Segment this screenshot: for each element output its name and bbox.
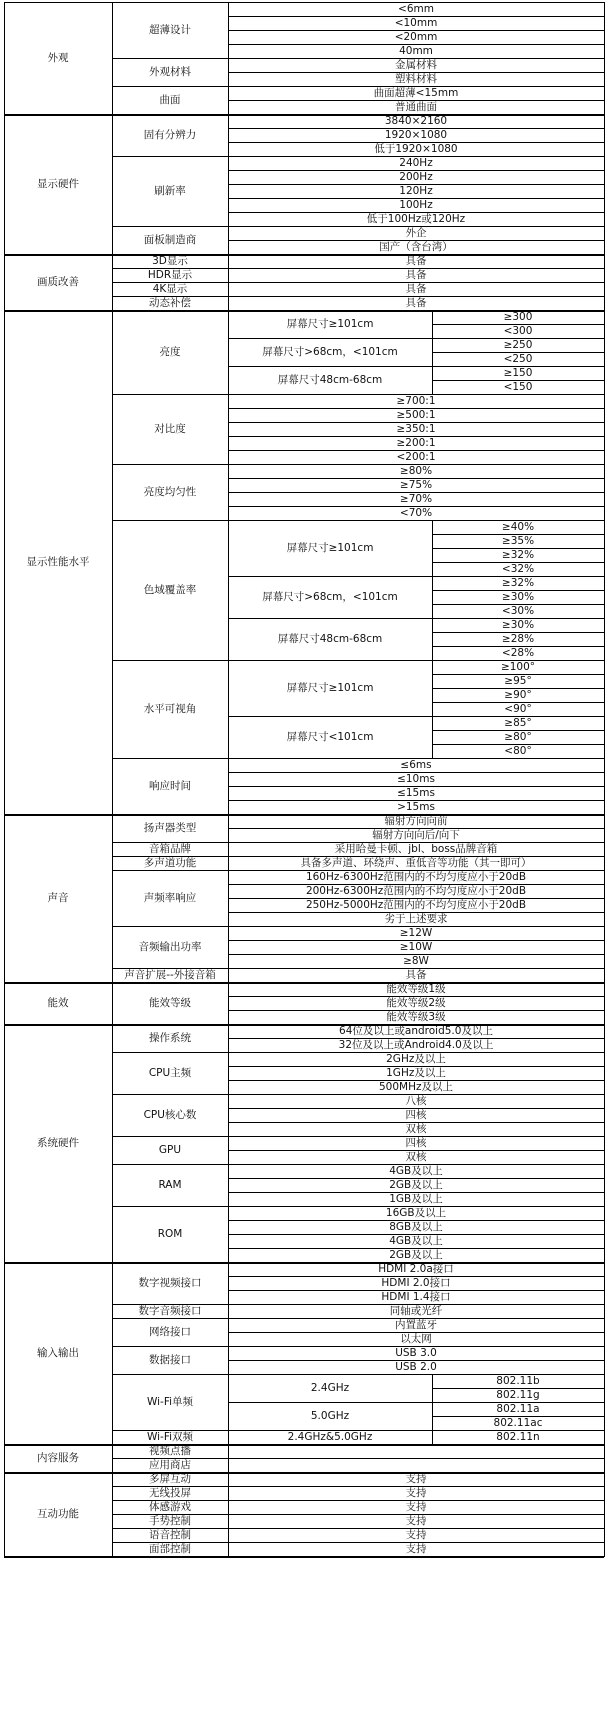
option-value: 以太网	[400, 1332, 432, 1345]
column-divider	[432, 576, 433, 618]
condition-label: 屏幕尺寸>68cm，<101cm	[262, 345, 398, 358]
option-value: ≥150	[503, 366, 533, 379]
section-label: 互动功能	[37, 1507, 79, 1520]
option-value: 支持	[405, 1542, 427, 1555]
option-value: 支持	[405, 1486, 427, 1499]
option-value: 内置蓝牙	[395, 1318, 437, 1331]
condition-label: 屏幕尺寸48cm-68cm	[277, 632, 383, 645]
feature-label: Wi-Fi单频	[146, 1395, 194, 1408]
feature-label: 视频点播	[149, 1444, 191, 1457]
option-value: <250	[503, 352, 533, 365]
feature-label: 刷新率	[154, 184, 186, 197]
column-divider	[432, 338, 433, 366]
option-value: <300	[503, 324, 533, 337]
feature-label: 外观材料	[149, 65, 191, 78]
option-value: ≥700:1	[396, 394, 436, 407]
condition-label: 2.4GHz&5.0GHz	[287, 1430, 373, 1443]
option-value: 100Hz	[399, 198, 433, 211]
section-label: 显示硬件	[37, 177, 79, 190]
feature-label: Wi-Fi双频	[146, 1430, 194, 1443]
option-value: 64位及以上或android5.0及以上	[339, 1024, 493, 1037]
feature-label: 声音扩展--外接音箱	[124, 968, 216, 981]
option-value: 支持	[405, 1472, 427, 1485]
option-value: 四核	[405, 1108, 427, 1121]
feature-label: RAM	[158, 1178, 182, 1191]
option-value: ≥80%	[399, 464, 433, 477]
column-divider	[432, 310, 433, 338]
feature-label: ROM	[157, 1227, 183, 1240]
option-value: 32位及以上或Android4.0及以上	[338, 1038, 494, 1051]
option-value: 国产（含台湾）	[379, 240, 453, 253]
option-value: 四核	[405, 1136, 427, 1149]
feature-label: 网络接口	[149, 1325, 191, 1338]
option-value: 802.11b	[496, 1374, 540, 1387]
option-value: ≥95°	[504, 674, 532, 687]
option-value: <80°	[504, 744, 532, 757]
feature-label: 亮度均匀性	[143, 485, 197, 498]
option-value: 低于1920×1080	[374, 142, 458, 155]
column-divider	[112, 2, 113, 1557]
option-value: 802.11g	[496, 1388, 540, 1401]
feature-label: 音箱品牌	[149, 842, 191, 855]
section-label: 内容服务	[37, 1451, 79, 1464]
feature-label: 面板制造商	[143, 233, 197, 246]
option-value: ≥70%	[399, 492, 433, 505]
option-value: 120Hz	[399, 184, 433, 197]
feature-label: 语音控制	[149, 1528, 191, 1541]
section-label: 系统硬件	[37, 1136, 79, 1149]
column-divider	[4, 2, 5, 1557]
option-value: <10mm	[394, 16, 438, 29]
option-value: ≥500:1	[396, 408, 436, 421]
option-value: 辐射方向向后/向下	[372, 828, 460, 841]
option-value: 辐射方向向前	[384, 814, 448, 827]
option-value: ≥75%	[399, 478, 433, 491]
option-value: 802.11n	[496, 1430, 540, 1443]
option-value: 具备	[405, 282, 427, 295]
option-value: ≥80°	[504, 730, 532, 743]
option-value: <70%	[399, 506, 433, 519]
option-value: <150	[503, 380, 533, 393]
option-value: 802.11ac	[493, 1416, 543, 1429]
option-value: 具备	[405, 268, 427, 281]
column-divider	[432, 1402, 433, 1430]
row-divider	[4, 1556, 604, 1558]
column-divider	[432, 1374, 433, 1402]
section-label: 画质改善	[37, 275, 79, 288]
column-divider	[432, 520, 433, 576]
option-value: <20mm	[394, 30, 438, 43]
option-value: HDMI 1.4接口	[381, 1290, 451, 1303]
feature-label: 体感游戏	[149, 1500, 191, 1513]
option-value: <32%	[501, 562, 535, 575]
column-divider	[432, 716, 433, 758]
option-value: 40mm	[399, 44, 433, 57]
option-value: 4GB及以上	[389, 1164, 443, 1177]
option-value: 160Hz-6300Hz范围内的不均匀度应小于20dB	[305, 870, 527, 883]
option-value: ≥32%	[501, 576, 535, 589]
option-value: 能效等级2级	[386, 996, 446, 1009]
option-value: 200Hz-6300Hz范围内的不均匀度应小于20dB	[305, 884, 527, 897]
option-value: 200Hz	[399, 170, 433, 183]
feature-label: HDR显示	[147, 268, 193, 281]
option-value: 能效等级3级	[386, 1010, 446, 1023]
condition-label: 5.0GHz	[310, 1409, 350, 1422]
option-value: 劣于上述要求	[384, 912, 448, 925]
section-label: 显示性能水平	[26, 555, 90, 568]
condition-label: 屏幕尺寸≥101cm	[286, 681, 374, 694]
option-value: 8GB及以上	[389, 1220, 443, 1233]
option-value: 塑料材料	[395, 72, 437, 85]
section-label: 外观	[47, 51, 69, 64]
feature-label: 3D显示	[152, 254, 188, 267]
option-value: ≥30%	[501, 590, 535, 603]
feature-label: 固有分辨力	[143, 128, 197, 141]
option-value: ≥40%	[501, 520, 535, 533]
feature-label: 水平可视角	[143, 702, 197, 715]
option-value: ≤10ms	[397, 772, 435, 785]
condition-label: 屏幕尺寸≥101cm	[286, 317, 374, 330]
feature-label: 对比度	[154, 422, 186, 435]
option-value: 低于100Hz或120Hz	[366, 212, 466, 225]
option-value: 1GB及以上	[389, 1192, 443, 1205]
option-value: 240Hz	[399, 156, 433, 169]
condition-label: 屏幕尺寸>68cm，<101cm	[262, 590, 398, 603]
option-value: ≥28%	[501, 632, 535, 645]
option-value: ≥200:1	[396, 436, 436, 449]
column-divider	[432, 618, 433, 660]
option-value: <30%	[501, 604, 535, 617]
column-divider	[604, 2, 605, 1557]
feature-label: 色域覆盖率	[143, 583, 197, 596]
feature-label: 多声道功能	[143, 856, 197, 869]
condition-label: 2.4GHz	[310, 1381, 350, 1394]
option-value: 采用哈曼卡顿、jbl、boss品牌音箱	[334, 842, 498, 855]
feature-label: GPU	[158, 1143, 182, 1156]
option-value: 1920×1080	[384, 128, 448, 141]
option-value: ≥100°	[500, 660, 536, 673]
feature-label: 数字音频接口	[138, 1304, 202, 1317]
option-value: 3840×2160	[384, 114, 448, 127]
column-divider	[432, 660, 433, 716]
column-divider	[432, 366, 433, 394]
column-divider	[228, 2, 229, 1557]
option-value: 曲面超薄<15mm	[373, 86, 459, 99]
option-value: 能效等级1级	[386, 982, 446, 995]
option-value: <28%	[501, 646, 535, 659]
feature-label: 数字视频接口	[138, 1276, 202, 1289]
option-value: ≥32%	[501, 548, 535, 561]
feature-label: 亮度	[159, 345, 181, 358]
feature-label: 手势控制	[149, 1514, 191, 1527]
option-value: 1GHz及以上	[386, 1066, 446, 1079]
option-value: ≤15ms	[397, 786, 435, 799]
option-value: USB 3.0	[395, 1346, 437, 1359]
option-value: ≥10W	[399, 940, 433, 953]
feature-label: CPU主频	[148, 1066, 192, 1079]
section-label: 输入输出	[37, 1346, 79, 1359]
option-value: 具备	[405, 296, 427, 309]
option-value: 同轴或光纤	[389, 1304, 443, 1317]
option-value: 具备	[405, 968, 427, 981]
option-value: ≥8W	[403, 954, 429, 967]
feature-label: 动态补偿	[149, 296, 191, 309]
option-value: ≤6ms	[400, 758, 432, 771]
condition-label: 屏幕尺寸<101cm	[286, 730, 374, 743]
option-value: 802.11a	[496, 1402, 540, 1415]
option-value: 支持	[405, 1528, 427, 1541]
option-value: 支持	[405, 1514, 427, 1527]
option-value: ≥350:1	[396, 422, 436, 435]
feature-label: 无线投屏	[149, 1486, 191, 1499]
feature-label: 曲面	[159, 93, 181, 106]
option-value: 具备	[405, 254, 427, 267]
option-value: ≥85°	[504, 716, 532, 729]
option-value: HDMI 2.0接口	[381, 1276, 451, 1289]
feature-label: 能效等级	[149, 996, 191, 1009]
option-value: 16GB及以上	[385, 1206, 447, 1219]
option-value: 500MHz及以上	[378, 1080, 453, 1093]
feature-label: 多屏互动	[149, 1472, 191, 1485]
condition-label: 屏幕尺寸≥101cm	[286, 541, 374, 554]
feature-label: 响应时间	[149, 779, 191, 792]
option-value: 2GHz及以上	[386, 1052, 446, 1065]
option-value: <6mm	[398, 2, 434, 15]
option-value: 2GB及以上	[389, 1178, 443, 1191]
option-value: 250Hz-5000Hz范围内的不均匀度应小于20dB	[305, 898, 527, 911]
option-value: 普通曲面	[395, 100, 437, 113]
option-value: >15ms	[397, 800, 435, 813]
option-value: 具备多声道、环绕声、重低音等功能（其一即可）	[300, 856, 532, 869]
option-value: USB 2.0	[395, 1360, 437, 1373]
option-value: 双核	[405, 1150, 427, 1163]
feature-label: 操作系统	[149, 1031, 191, 1044]
option-value: <90°	[504, 702, 532, 715]
option-value: 双核	[405, 1122, 427, 1135]
option-value: 支持	[405, 1500, 427, 1513]
feature-label: 面部控制	[149, 1542, 191, 1555]
option-value: 金属材料	[395, 58, 437, 71]
option-value: ≥35%	[501, 534, 535, 547]
feature-label: 4K显示	[152, 282, 188, 295]
feature-label: CPU核心数	[143, 1108, 197, 1121]
option-value: ≥300	[503, 310, 533, 323]
option-value: ≥90°	[504, 688, 532, 701]
feature-label: 扬声器类型	[143, 821, 197, 834]
feature-label: 数据接口	[149, 1353, 191, 1366]
option-value: HDMI 2.0a接口	[378, 1262, 454, 1275]
option-value: 4GB及以上	[389, 1234, 443, 1247]
option-value: 外企	[405, 226, 427, 239]
option-value: <200:1	[396, 450, 436, 463]
feature-label: 音频输出功率	[138, 940, 202, 953]
option-value: ≥30%	[501, 618, 535, 631]
option-value: ≥250	[503, 338, 533, 351]
condition-label: 屏幕尺寸48cm-68cm	[277, 373, 383, 386]
feature-label: 声频率响应	[143, 891, 197, 904]
option-value: 八核	[405, 1094, 427, 1107]
section-label: 能效	[47, 996, 69, 1009]
feature-label: 应用商店	[149, 1458, 191, 1471]
option-value: 2GB及以上	[389, 1248, 443, 1261]
column-divider	[432, 1430, 433, 1444]
feature-label: 超薄设计	[149, 23, 191, 36]
section-label: 声音	[47, 891, 69, 904]
option-value: ≥12W	[399, 926, 433, 939]
